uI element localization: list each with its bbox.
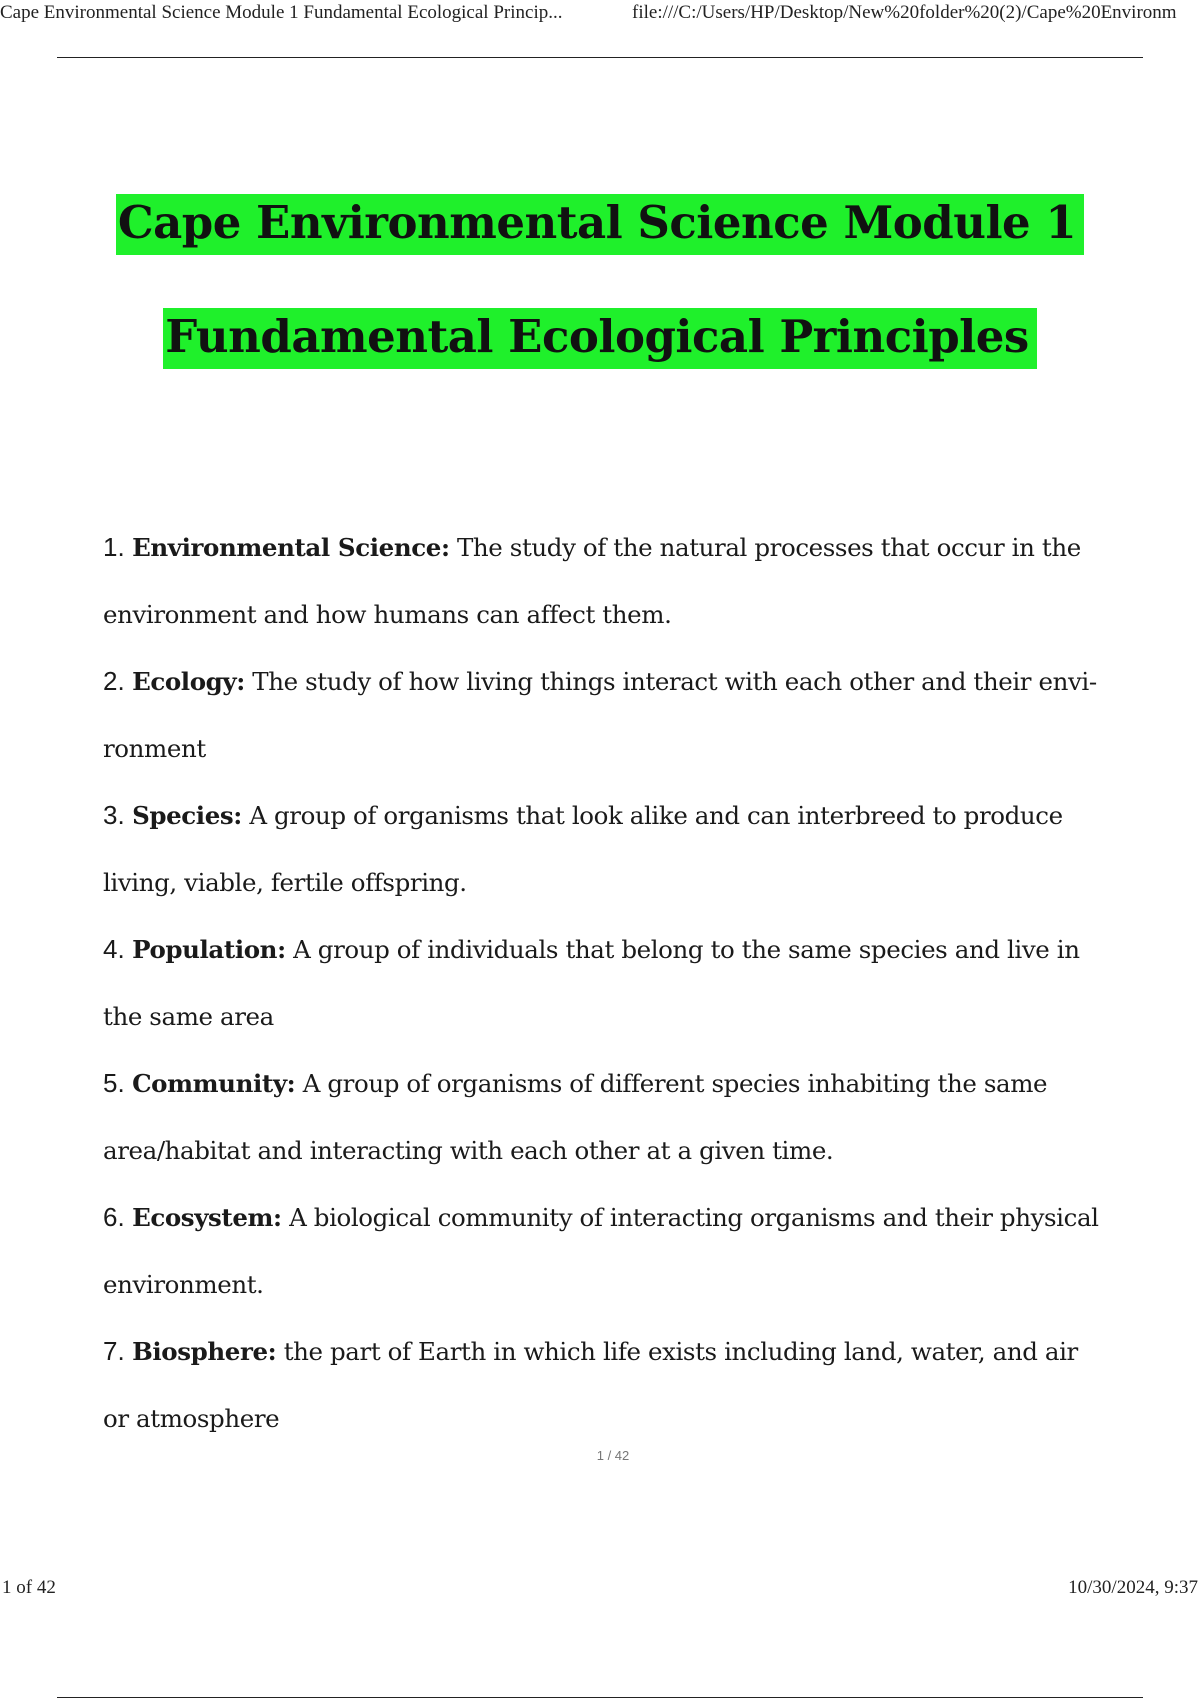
definition-number: 7. — [103, 1336, 125, 1366]
definition-term: Ecosystem: — [132, 1203, 282, 1232]
definition-text: A group of organisms of different species inhabiting the same area/habitat and interacting with each other at a given time. — [103, 1069, 1048, 1165]
print-header-title: Cape Environmental Science Module 1 Fundamental Ecological Princip... — [0, 2, 563, 23]
definition-item — [103, 1184, 1103, 1318]
header-divider — [57, 57, 1143, 58]
definition-text: A biological community of interacting organisms and their physical environment. — [103, 1203, 1099, 1299]
definition-number: 1. — [103, 532, 125, 562]
definitions-list — [103, 514, 1103, 1452]
definition-term: Ecology: — [132, 667, 245, 696]
print-header-url: file:///C:/Users/HP/Desktop/New%20folder%20(2)/Cape%20Environm — [632, 2, 1177, 23]
document-title-highlight: Cape Environmental Science Module 1 — [116, 194, 1084, 255]
definition-term: Community: — [132, 1069, 296, 1098]
print-footer-datetime: 10/30/2024, 9:37 — [1068, 1577, 1198, 1598]
definition-text: A group of organisms that look alike and can interbreed to produce living, viable, fertile offspring. — [103, 801, 1063, 897]
definition-number: 4. — [103, 934, 125, 964]
definition-term: Species: — [132, 801, 242, 830]
definition-term: Biosphere: — [132, 1337, 277, 1366]
document-title-line-1 — [0, 196, 1200, 249]
definition-text: A group of individuals that belong to the same species and live in the same area — [103, 935, 1080, 1031]
definition-number: 2. — [103, 666, 125, 696]
definition-number: 3. — [103, 800, 125, 830]
definition-item — [103, 782, 1103, 916]
definition-item — [103, 514, 1103, 648]
definition-item — [103, 1318, 1103, 1452]
print-header — [0, 0, 1200, 28]
footer-divider — [57, 1697, 1143, 1698]
definition-text: The study of how living things interact with each other and their envi-ronment — [103, 667, 1097, 763]
definition-term: Environmental Science: — [132, 533, 450, 562]
print-footer-page-number: 1 of 42 — [2, 1577, 56, 1598]
definition-item — [103, 1050, 1103, 1184]
print-footer — [0, 1577, 1200, 1603]
definition-text: The study of the natural processes that occur in the environment and how humans can affect them. — [103, 533, 1081, 629]
definition-item — [103, 648, 1103, 782]
definition-term: Population: — [132, 935, 286, 964]
definition-text: the part of Earth in which life exists including land, water, and air or atmosphere — [103, 1337, 1078, 1433]
document-subtitle-highlight: Fundamental Ecological Principles — [163, 308, 1036, 369]
page-counter: 1 / 42 — [596, 1448, 630, 1463]
definition-item — [103, 916, 1103, 1050]
document-title-line-2 — [0, 310, 1200, 363]
definition-number: 5. — [103, 1068, 125, 1098]
definition-number: 6. — [103, 1202, 125, 1232]
